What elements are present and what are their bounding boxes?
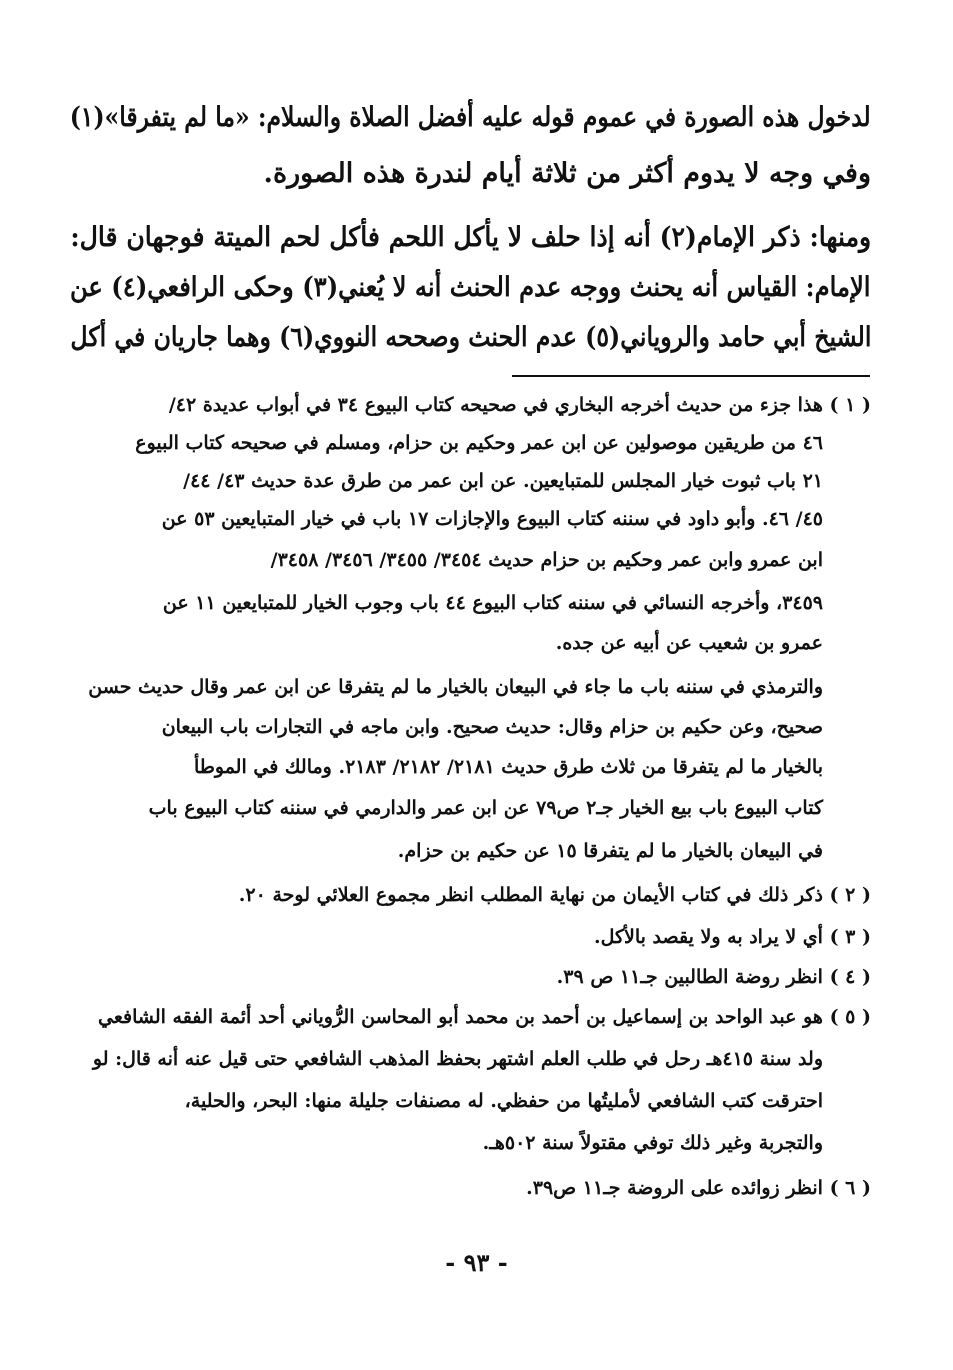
footnote-5-line-4: والتجربة وغير ذلك توفي مقتولاً سنة ٥٠٢هـ. (482, 1132, 823, 1154)
footnote-1-line-3: ٢١ باب ثبوت خيار المجلس للمتبايعين. عن ابن عمر من طرق عدة حديث ٤٣/ ٤٤/ (183, 470, 823, 492)
main-text-line-5: الشيخ أبي حامد والروياني(٥) عدم الحنث وصححه النووي(٦) وهما جاريان في أكل (69, 322, 871, 353)
footnote-1-line-2: ٤٦ من طريقين موصولين عن ابن عمر وحكيم بن حزام، ومسلم في صحيحه كتاب البيوع (135, 432, 823, 454)
page-number: - ٩٣ - (445, 1248, 508, 1277)
footnote-1-line-4: ٤٥/ ٤٦. وأبو داود في سننه كتاب البيوع والإجازات ١٧ باب في خيار المتبايعين ٥٣ عن (161, 508, 823, 530)
footnote-4: ( ٤ ) انظر روضة الطالبين جـ١١ ص ٣٩. (556, 966, 871, 988)
main-text-line-1: لدخول هذه الصورة في عموم قوله عليه أفضل الصلاة والسلام: «ما لم يتفرقا»(١) (70, 102, 871, 133)
footnote-1-line-11: كتاب البيوع باب بيع الخيار جـ٢ ص٧٩ عن ابن عمر والدارمي في سننه كتاب البيوع باب (148, 797, 823, 819)
footnote-5-line-2: ولد سنة ٤١٥هـ رحل في طلب العلم اشتهر بحفظ المذهب الشافعي حتى قيل عنه أنه قال: لو (92, 1048, 823, 1070)
footnote-1-line-1: ( ١ ) هذا جزء من حديث أخرجه البخاري في صحيحه كتاب البيوع ٣٤ في أبواب عديدة ٤٢/ (168, 394, 871, 416)
footnote-1-line-8: والترمذي في سننه باب ما جاء في البيعان بالخيار ما لم يتفرقا عن ابن عمر وقال حديث حسن (88, 676, 823, 698)
footnote-1-line-10: بالخيار ما لم يتفرقا من ثلاث طرق حديث ٢١٨١/ ٢١٨٢/ ٢١٨٣. ومالك في الموطأ (193, 756, 823, 778)
main-text-line-2: وفي وجه لا يدوم أكثر من ثلاثة أيام لندرة هذه الصورة. (263, 158, 871, 189)
footnote-1-line-5: ابن عمرو وابن عمر وحكيم بن حزام حديث ٣٤٥٤/ ٣٤٥٥/ ٣٤٥٦/ ٣٤٥٨/ (270, 549, 823, 571)
footnote-1-line-7: عمرو بن شعيب عن أبيه عن جده. (555, 632, 823, 654)
footnote-6: ( ٦ ) انظر زوائده على الروضة جـ١١ ص٣٩. (526, 1177, 871, 1199)
footnote-2: ( ٢ ) ذكر ذلك في كتاب الأيمان من نهاية المطلب انظر مجموع العلائي لوحة ٢٠. (238, 884, 871, 906)
footnote-1-line-6: ٣٤٥٩، وأخرجه النسائي في سننه كتاب البيوع ٤٤ باب وجوب الخيار للمتبايعين ١١ عن (162, 592, 823, 614)
footnote-3: ( ٣ ) أي لا يراد به ولا يقصد بالأكل. (593, 926, 871, 948)
footnote-5-line-3: احترقت كتب الشافعي لأمليتُها من حفظي. له مصنفات جليلة منها: البحر، والحلية، (184, 1090, 823, 1112)
footnote-separator (512, 375, 870, 377)
footnote-1-line-12: في البيعان بالخيار ما لم يتفرقا ١٥ عن حكيم بن حزام. (397, 840, 823, 862)
footnote-5-line-1: ( ٥ ) هو عبد الواحد بن إسماعيل بن أحمد بن محمد أبو المحاسن الرُّوياني أحد أئمة الفقه الشافعي (98, 1006, 871, 1028)
footnote-1-line-9: صحيح، وعن حكيم بن حزام وقال: حديث صحيح. وابن ماجه في التجارات باب البيعان (161, 716, 823, 738)
main-text-line-4: الإمام: القياس أنه يحنث ووجه عدم الحنث أنه لا يُعني(٣) وحكى الرافعي(٤) عن (70, 272, 871, 303)
main-text-line-3: ومنها: ذكر الإمام(٢) أنه إذا حلف لا يأكل اللحم فأكل لحم الميتة فوجهان قال: (70, 222, 871, 253)
